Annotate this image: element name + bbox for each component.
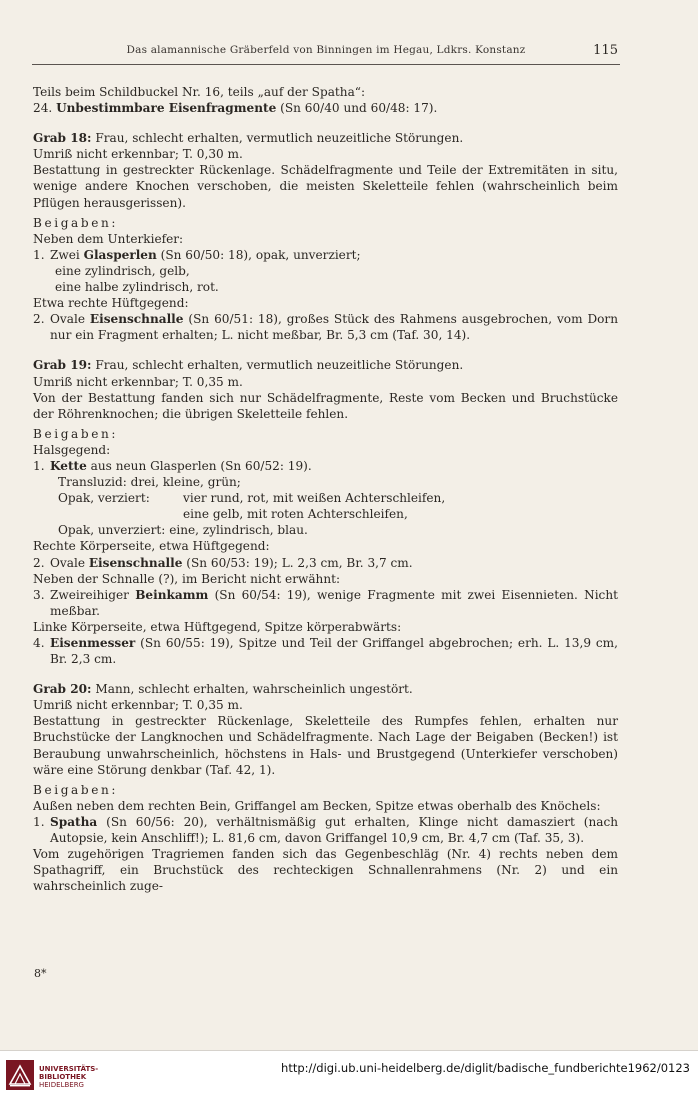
item-term: Eisenmesser <box>50 636 136 650</box>
intro-item <box>33 100 618 116</box>
grave-closing: Vom zugehörigen Tragriemen fanden sich das Gegenbeschläg (Nr. 4) rechts neben dem Spathagriff, ein Bruchstück des rechteckigen Schnallenrahmens (Nr. 2) und ein wahrscheinlich zuge- <box>33 847 618 894</box>
grave-title: Grab 20: <box>33 682 92 697</box>
find-item <box>33 587 618 619</box>
grave-title: Grab 19: <box>33 358 92 373</box>
item-term: Spatha <box>50 814 98 829</box>
item-text: aus neun Glasperlen (Sn 60/52: 19). <box>86 458 312 473</box>
location-label: Rechte Körperseite, etwa Hüftgegend: <box>33 539 270 554</box>
grave-burial: Von der Bestattung fanden sich nur Schädelfragmente, Reste vom Becken und Bruchstücke der Röhrenknochen; die übrigen Skeletteile fehlen. <box>33 390 618 421</box>
item-term: Beinkamm <box>135 587 209 602</box>
grave-heading <box>33 130 618 146</box>
grave-summary: Mann, schlecht erhalten, wahrscheinlich ungestört. <box>91 682 413 697</box>
item-term: Kette <box>50 458 87 473</box>
item-number: 24. <box>33 101 53 116</box>
location-label: Neben dem Unterkiefer: <box>33 231 184 246</box>
find-item <box>33 635 618 667</box>
detail-value: eine gelb, mit roten Achterschleifen, <box>183 507 408 522</box>
item-text: (Sn 60/53: 19); L. 2,3 cm, Br. 3,7 cm. <box>182 555 413 570</box>
item-term: Unbestimmbare Eisenfragmente <box>56 101 277 116</box>
intro-line: Teils beim Schildbuckel Nr. 16, teils „auf der Spatha“: <box>33 85 366 99</box>
library-name-line: UNIVERSITÄTS- <box>39 1065 99 1073</box>
beigaben-label: Beigaben: <box>33 782 119 797</box>
item-number: 2. <box>33 312 45 327</box>
item-detail: eine halbe zylindrisch, rot. <box>55 280 219 295</box>
page-number: 115 <box>593 43 618 58</box>
find-item <box>33 247 618 263</box>
item-text: Ovale <box>50 312 90 327</box>
item-text: (Sn 60/50: 18), opak, unverziert; <box>156 247 361 262</box>
grave-title: Grab 18: <box>33 131 92 146</box>
item-text: (Sn 60/55: 19), Spitze und Teil der Griffangel abgebrochen; erh. L. 13,9 cm, Br. 2,3 cm. <box>50 636 618 667</box>
header-rule <box>32 64 620 65</box>
grave-outline: Umriß nicht erkennbar; T. 0,35 m. <box>33 698 243 713</box>
item-number: 2. <box>33 555 45 570</box>
location-label: Außen neben dem rechten Bein, Griffangel am Becken, Spitze etwas oberhalb des Knöchels: <box>33 798 601 813</box>
item-detail-row <box>33 490 618 506</box>
item-text: (Sn 60/56: 20), verhältnismäßig gut erhalten, Klinge nicht damasziert (nach Autopsie, kein Anschliff!); L. 81,6 cm, davon Griffangel 10,9 cm, Br. 4,7 cm (Taf. 35, 3). <box>50 814 618 846</box>
library-logo-icon[interactable] <box>6 1060 34 1090</box>
find-item <box>33 555 618 571</box>
item-text: Zwei <box>50 247 84 262</box>
find-item <box>33 814 618 846</box>
item-detail: eine zylindrisch, gelb, <box>55 263 190 278</box>
location-label: Neben der Schnalle (?), im Bericht nicht erwähnt: <box>33 571 341 586</box>
signature-mark: 8* <box>34 967 47 980</box>
item-number: 1. <box>33 247 45 262</box>
item-term: Glasperlen <box>83 247 157 262</box>
find-item <box>33 311 618 343</box>
item-term: Eisenschnalle <box>89 312 184 327</box>
item-number: 3. <box>33 587 45 602</box>
item-text: (Sn 60/54: 19), wenige Fragmente mit zwei Eisennieten. Nicht meßbar. <box>50 587 618 618</box>
grave-burial: Bestattung in gestreckter Rückenlage. Schädelfragmente und Teile der Extremitäten in situ, wenige andere Knochen verschoben, die meisten Skeletteile fehlen (wahrscheinlich beim Pflügen herausgerissen). <box>33 163 618 210</box>
grave-heading <box>33 357 618 373</box>
item-detail: Transluzid: drei, kleine, grün; <box>58 475 241 490</box>
location-label: Etwa rechte Hüftgegend: <box>33 296 189 311</box>
running-title: Das alamannische Gräberfeld von Binningen im Hegau, Ldkrs. Konstanz <box>126 44 526 56</box>
item-number: 1. <box>33 814 45 829</box>
beigaben-label: Beigaben: <box>33 215 119 230</box>
detail-label: Opak, verziert: <box>58 491 150 506</box>
grave-summary: Frau, schlecht erhalten, vermutlich neuzeitliche Störungen. <box>91 358 464 373</box>
item-text: Ovale <box>50 555 89 570</box>
grave-heading <box>33 681 618 697</box>
library-name-line: BIBLIOTHEK <box>39 1073 87 1081</box>
detail-value: vier rund, rot, mit weißen Achterschleifen, <box>183 491 446 506</box>
location-label: Halsgegend: <box>33 442 111 457</box>
viewer-footer <box>0 1050 698 1102</box>
library-name <box>39 1065 98 1089</box>
item-number: 4. <box>33 636 45 650</box>
find-item <box>33 458 618 474</box>
item-text: (Sn 60/51: 18), großes Stück des Rahmens ausgebrochen, vom Dorn nur ein Fragment erhalten; L. nicht meßbar, Br. 5,3 cm (Taf. 30, 14). <box>50 312 618 343</box>
library-name-line: HEIDELBERG <box>39 1081 84 1089</box>
grave-burial: Bestattung in gestreckter Rückenlage, Skeletteile des Rumpfes fehlen, erhalten nur Bruchstücke der Langknochen und Schädelfragmente. Nach Lage der Beigaben (Becken!) ist Beraubung unwahrscheinlich, höchstens in Hals- und Brustgegend (Unterkiefer verschoben) wäre eine Störung denkbar (Taf. 42, 1). <box>33 714 618 777</box>
item-number: 1. <box>33 458 45 473</box>
item-text: Zweireihiger <box>50 587 136 602</box>
grave-outline: Umriß nicht erkennbar; T. 0,30 m. <box>33 147 243 162</box>
grave-outline: Umriß nicht erkennbar; T. 0,35 m. <box>33 374 243 389</box>
page-body <box>33 84 618 894</box>
grave-summary: Frau, schlecht erhalten, vermutlich neuzeitliche Störungen. <box>91 131 464 146</box>
beigaben-label: Beigaben: <box>33 426 119 441</box>
source-url-link[interactable]: http://digi.ub.uni-heidelberg.de/diglit/badische_fundberichte1962/0123 <box>281 1061 690 1075</box>
location-label: Linke Körperseite, etwa Hüftgegend, Spitze körperabwärts: <box>33 619 402 634</box>
item-text: (Sn 60/40 und 60/48: 17). <box>276 101 438 116</box>
item-term: Eisenschnalle <box>88 555 183 570</box>
item-detail: Opak, unverziert: eine, zylindrisch, blau. <box>58 523 308 538</box>
